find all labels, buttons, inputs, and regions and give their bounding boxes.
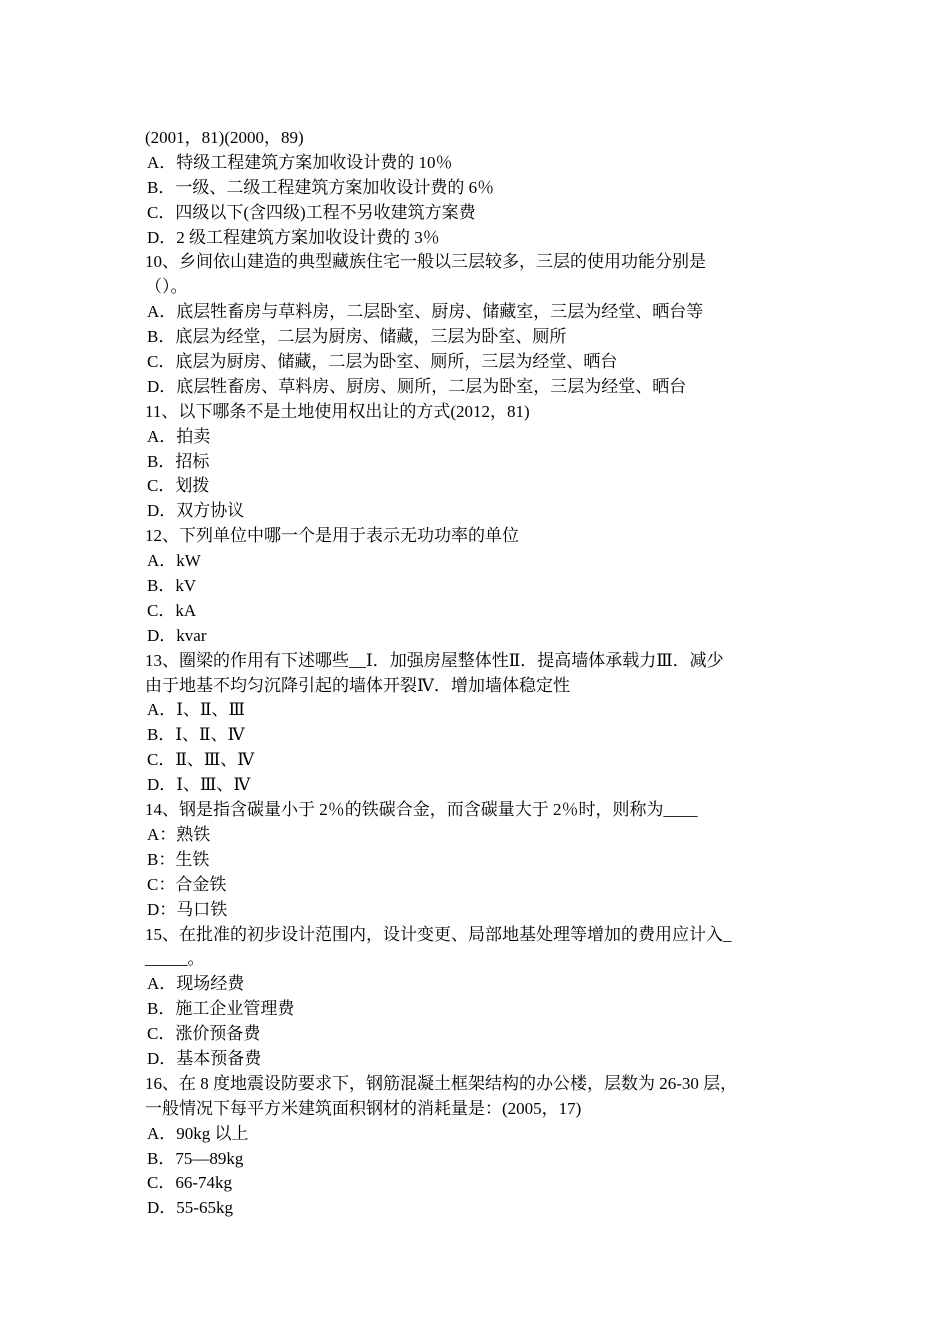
document-body xyxy=(145,126,815,1221)
question-text: 一般情况下每平方米建筑面积钢材的消耗量是：(2005，17) xyxy=(145,1098,582,1118)
answer-option: C．四级以下(含四级)工程不另收建筑方案费 xyxy=(147,202,476,222)
answer-option: B．底层为经堂，二层为厨房、储藏，三层为卧室、厕所 xyxy=(147,327,567,347)
question-text: 14、钢是指含碳量小于 2％的铁碳合金，而含碳量大于 2％时，则称为____ xyxy=(145,800,698,820)
answer-option: D．双方协议 xyxy=(147,501,245,521)
answer-option: C．Ⅱ、Ⅲ、Ⅳ xyxy=(147,750,255,770)
answer-option: B．Ⅰ、Ⅱ、Ⅳ xyxy=(147,725,245,745)
question-text: （）。 xyxy=(145,277,188,297)
answer-option: B．施工企业管理费 xyxy=(147,999,295,1019)
answer-option: C：合金铁 xyxy=(147,874,227,894)
answer-option: D．Ⅰ、Ⅲ、Ⅳ xyxy=(147,775,251,795)
question-text: _____。 xyxy=(145,949,205,969)
answer-option: A：熟铁 xyxy=(147,824,211,844)
question-text: 16、在 8 度地震设防要求下，钢筋混凝土框架结构的办公楼，层数为 26-30 层， xyxy=(145,1073,738,1093)
answer-option: C．底层为厨房、储藏，二层为卧室、厕所，三层为经堂、晒台 xyxy=(147,352,618,372)
question-text: 11、以下哪条不是土地使用权出让的方式(2012，81) xyxy=(145,401,530,421)
answer-option: C．66-74kg xyxy=(147,1173,232,1193)
question-text: 由于地基不均匀沉降引起的墙体开裂Ⅳ．增加墙体稳定性 xyxy=(145,675,570,695)
answer-option: C．划拨 xyxy=(147,476,210,496)
answer-option: C．涨价预备费 xyxy=(147,1024,261,1044)
answer-option: D．kvar xyxy=(147,625,207,645)
answer-option: B．一级、二级工程建筑方案加收设计费的 6％ xyxy=(147,177,495,197)
answer-option: A．90kg 以上 xyxy=(147,1123,249,1143)
answer-option: D．基本预备费 xyxy=(147,1048,262,1068)
answer-option: C．kA xyxy=(147,600,197,620)
answer-option: D．2 级工程建筑方案加收设计费的 3％ xyxy=(147,227,440,247)
answer-option: B．kV xyxy=(147,576,197,596)
answer-option: D：马口铁 xyxy=(147,899,228,919)
question-text: 13、圈梁的作用有下述哪些__Ⅰ．加强房屋整体性Ⅱ．提高墙体承载力Ⅲ．减少 xyxy=(145,650,724,670)
answer-option: B．招标 xyxy=(147,451,210,471)
answer-option: A．特级工程建筑方案加收设计费的 10％ xyxy=(147,152,453,172)
answer-option: D．底层牲畜房、草料房、厨房、厕所，二层为卧室，三层为经堂、晒台 xyxy=(147,376,687,396)
question-text: 15、在批准的初步设计范围内，设计变更、局部地基处理等增加的费用应计入_ xyxy=(145,924,732,944)
answer-option: A．现场经费 xyxy=(147,974,245,994)
answer-option: A．kW xyxy=(147,551,201,571)
answer-option: A．Ⅰ、Ⅱ、Ⅲ xyxy=(147,700,245,720)
answer-option: B．75—89kg xyxy=(147,1148,244,1168)
answer-option: D．55-65kg xyxy=(147,1198,233,1218)
answer-option: B：生铁 xyxy=(147,849,210,869)
question-text: 10、乡间依山建造的典型藏族住宅一般以三层较多，三层的使用功能分别是 xyxy=(145,252,706,272)
answer-option: A．拍卖 xyxy=(147,426,211,446)
answer-option: A．底层牲畜房与草料房，二层卧室、厨房、储藏室，三层为经堂、晒台等 xyxy=(147,302,704,322)
question-text: 12、下列单位中哪一个是用于表示无功功率的单位 xyxy=(145,526,519,546)
question-text: (2001，81)(2000，89) xyxy=(145,128,304,147)
